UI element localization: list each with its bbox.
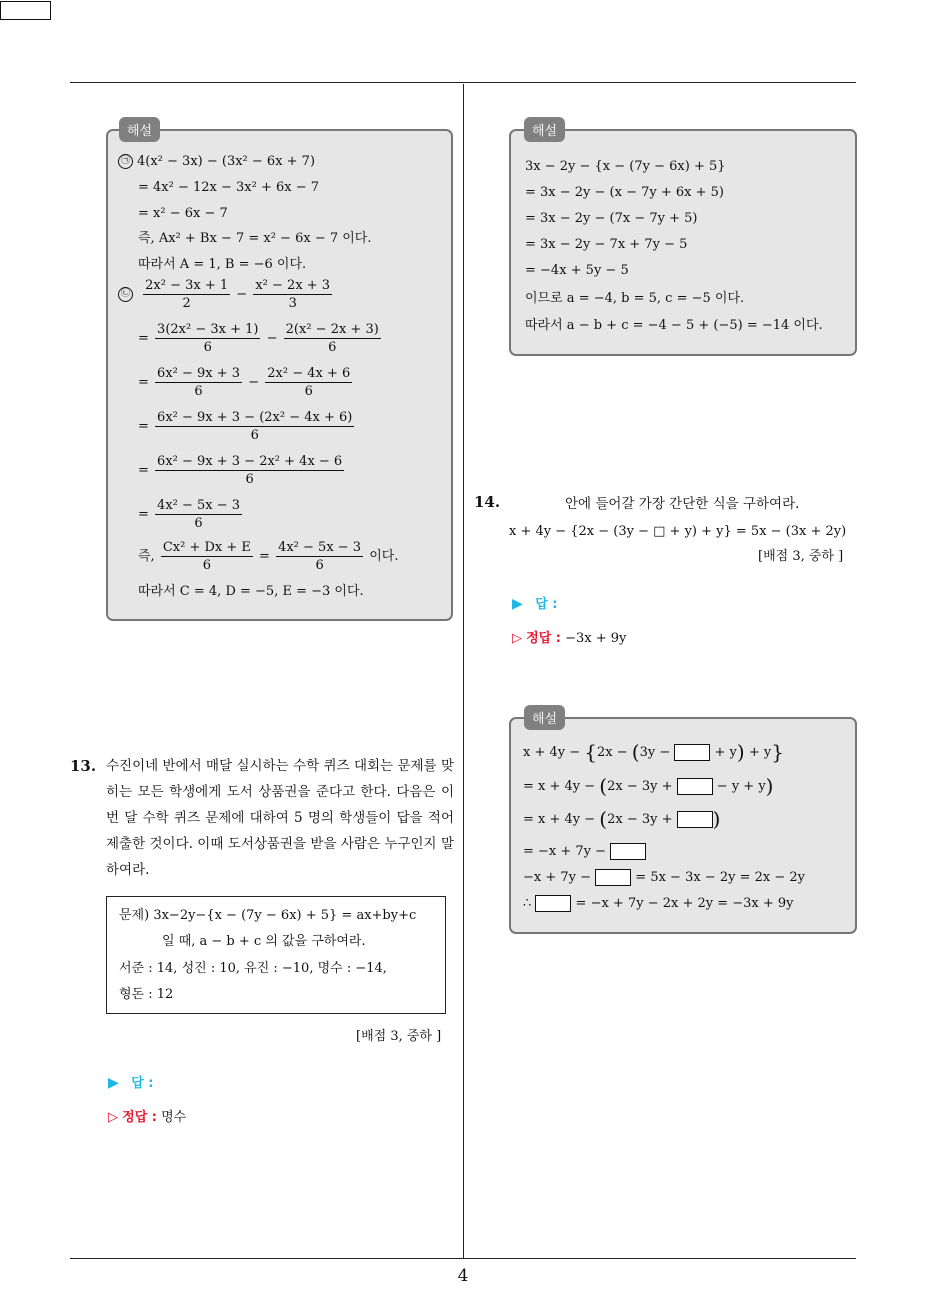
bottom-rule [70,1258,856,1259]
problem-line: 문제) 3x−2y−{x − (7y − 6x) + 5} = ax+by+c [119,908,417,923]
solution-line: ㉠ 4(x² − 3x) − (3x² − 6x + 7) [118,153,315,171]
question-text: 수진이네 반에서 매달 실시하는 수학 퀴즈 대회는 문제를 맞히는 모든 학생에게 도서 상품권을 준다고 한다. 다음은 이번 달 수학 퀴즈 문제에 대하여 5 명의 학생들이 답을 적어 제출한 것이다. 이때 도서상품권을 받을 사람은 누구인지 말하여라. [106,758,454,878]
score-label: [배점 3, 중하 ] [356,1029,442,1044]
fraction-line: = $\frac{\text{6x² − 9x + 3 − 2x² + 4x − 6}}{6}$ [138,454,343,487]
solution-line: x + 4y − {2x − (3y − + y) + y} [523,740,784,764]
solution-line: = 3x − 2y − 7x + 7y − 5 [525,237,688,252]
problem-line: 서준 : 14, 성진 : 10, 유진 : −10, 명수 : −14, [119,961,387,976]
solution-line: = 3x − 2y − (7x − 7y + 5) [525,211,698,226]
solution-tag: 해설 [524,705,565,730]
q14-solution-box [509,712,857,934]
play-arrow-icon: ▶ [512,596,523,612]
solution-line: 이므로 a = −4, b = 5, c = −5 이다. [525,291,745,306]
answer-blank-box [0,1,51,20]
fraction: $\frac{\text{3(2x² − 3x + 1)}}{6}$ [157,322,259,355]
blank-box [595,869,631,886]
solution-line: ∴ = −x + 7y − 2x + 2y = −3x + 9y [523,896,794,911]
fraction: $\frac{\text{2(x² − 2x + 3)}}{6}$ [285,322,379,355]
circle-mark-b: ㉡ [118,287,133,302]
solution-line: = x + 4y − (2x − 3y + ) [523,807,721,831]
fraction: $\frac{\text{x² − 2x + 3}}{3}$ [255,278,331,311]
conclusion-line: 즉, $\frac{\text{Cx² + Dx + E}}{6}$ = $\frac{\text{4x² − 5x − 3}}{6}$ 이다. [138,540,399,573]
correct-answer-value: 명수 [161,1110,187,1125]
correct-answer-value: −3x + 9y [565,631,627,646]
solution-line: 따라서 C = 4, D = −5, E = −3 이다. [138,584,364,599]
correct-answer-row: ▷ 정답 : −3x + 9y [512,631,627,646]
fraction-line: = $\frac{\text{4x² − 5x − 3}}{6}$ [138,498,241,531]
fraction-line: = $\frac{\text{6x² − 9x + 3}}{6}$ − $\frac{\text{2x² − 4x + 6}}{6}$ [138,366,351,399]
fraction: $\frac{\text{2x² − 4x + 6}}{6}$ [267,366,351,399]
play-arrow-icon: ▶ [108,1075,119,1091]
left-solution-box [106,124,453,621]
solution-line: = 4x² − 12x − 3x² + 6x − 7 [138,180,320,195]
solution-line: −x + 7y − = 5x − 3x − 2y = 2x − 2y [523,870,805,885]
solution-line: = −x + 7y − [523,843,646,861]
fraction: $\frac{\text{6x² − 9x + 3}}{6}$ [157,366,241,399]
solution-line: 따라서 A = 1, B = −6 이다. [138,257,307,272]
column-divider [463,84,464,1258]
right-solution-box [509,124,857,356]
problem-line: 일 때, a − b + c 의 값을 구하여라. [162,934,366,949]
page-number: 4 [457,1266,469,1286]
fraction: $\frac{\text{Cx² + Dx + E}}{6}$ [162,540,251,573]
top-rule [70,82,856,83]
solution-line: = −4x + 5y − 5 [525,263,629,278]
solution-line: = x² − 6x − 7 [138,206,228,221]
outline-arrow-icon: ▷ [108,1110,118,1125]
question-number: 13. [70,757,97,775]
blank-box [677,811,713,828]
problem-line: 형돈 : 12 [119,987,174,1002]
solution-tag: 해설 [119,117,160,142]
correct-answer-row: ▷ 정답 : 명수 [108,1110,187,1125]
fraction: $\frac{\text{6x² − 9x + 3 − (2x² − 4x + 6)}}{6}$ [157,410,353,443]
solution-line: 따라서 a − b + c = −4 − 5 + (−5) = −14 이다. [525,318,823,333]
solution-line: = 3x − 2y − (x − 7y + 6x + 5) [525,185,724,200]
blank-box [674,744,710,761]
score-label: [배점 3, 중하 ] [758,549,844,564]
blank-box [535,895,571,912]
fraction-line: = $\frac{\text{3(2x² − 3x + 1)}}{6}$ − $\frac{\text{2(x² − 2x + 3)}}{6}$ [138,322,379,355]
answer-row: ▶ 답 : [512,596,558,612]
solution-line: 3x − 2y − {x − (7y − 6x) + 5} [525,159,726,174]
question-number: 14. [474,493,501,511]
fraction: $\frac{\text{6x² − 9x + 3 − 2x² + 4x − 6}}{6}$ [157,454,343,487]
solution-line: 즉, Ax² + Bx − 7 = x² − 6x − 7 이다. [138,231,372,246]
solution-tag: 해설 [524,117,565,142]
question-text: 안에 들어갈 가장 간단한 식을 구하여라. [565,496,800,512]
fraction: $\frac{\text{2x² − 3x + 1}}{2}$ [145,278,229,311]
fraction: $\frac{\text{4x² − 5x − 3}}{6}$ [278,540,362,573]
solution-line: = x + 4y − (2x − 3y + − y + y) [523,774,774,798]
blank-box [677,778,713,795]
fraction: $\frac{\text{4x² − 5x − 3}}{6}$ [157,498,241,531]
fraction-line: = $\frac{\text{6x² − 9x + 3 − (2x² − 4x + 6)}}{6}$ [138,410,353,443]
answer-row: ▶ 답 : [108,1075,154,1091]
blank-box [610,843,646,860]
fraction-line: ㉡ $\frac{\text{2x² − 3x + 1}}{2}$ − $\frac{\text{x² − 2x + 3}}{3}$ [118,277,334,312]
outline-arrow-icon: ▷ [512,631,522,646]
question-equation: x + 4y − {2x − (3y − □ + y) + y} = 5x − (3x + 2y) [509,524,847,539]
problem-box [106,896,446,1014]
circle-mark-a: ㉠ [118,154,133,169]
